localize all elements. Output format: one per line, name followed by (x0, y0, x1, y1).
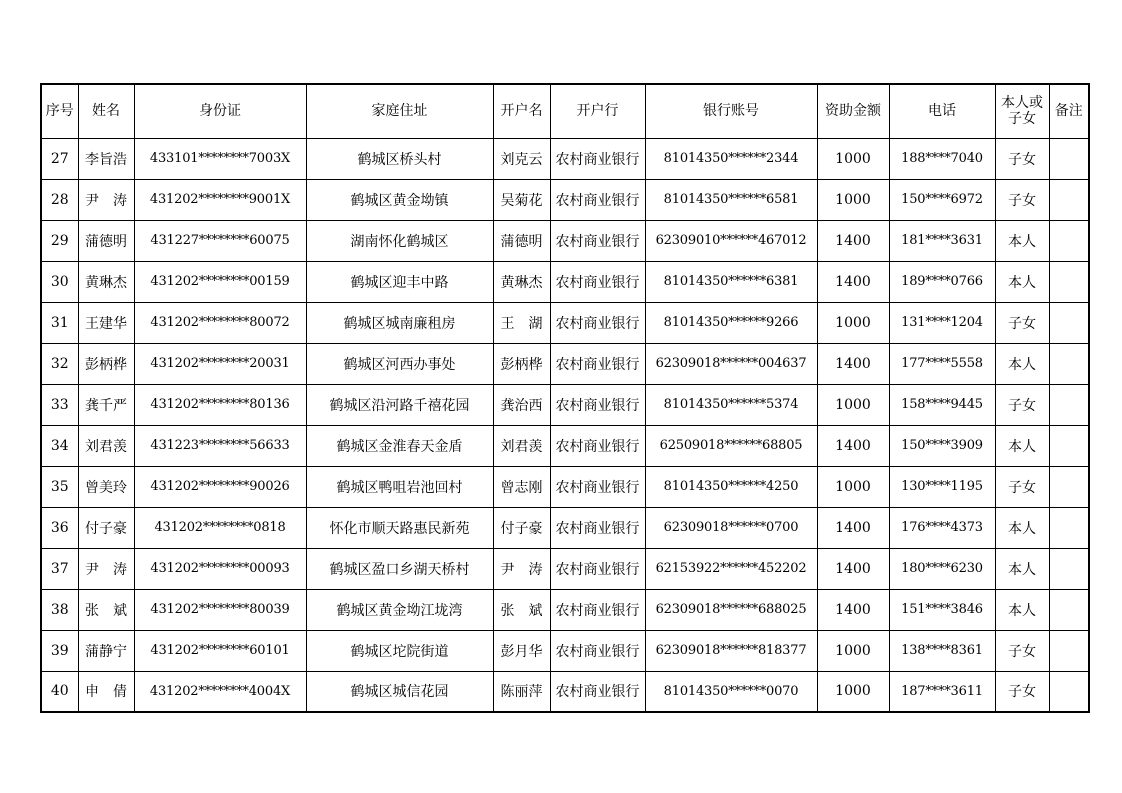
name-cell: 尹 涛 (78, 179, 134, 220)
address-cell: 鹤城区盈口乡湖天桥村 (306, 548, 493, 589)
remarks-cell (1049, 384, 1089, 425)
seq-cell: 29 (41, 220, 78, 261)
id-card-cell: 431202********00093 (134, 548, 306, 589)
account-name-cell: 刘克云 (493, 138, 550, 179)
table-row (41, 548, 1089, 589)
seq-cell: 30 (41, 261, 78, 302)
id-card-cell: 433101********7003X (134, 138, 306, 179)
address-cell: 鹤城区鸭咀岩池回村 (306, 466, 493, 507)
amount-cell: 1000 (817, 179, 889, 220)
name-cell: 黄琳杰 (78, 261, 134, 302)
name-cell: 蒲静宁 (78, 630, 134, 671)
seq-cell: 37 (41, 548, 78, 589)
address-cell: 鹤城区桥头村 (306, 138, 493, 179)
bank-cell: 农村商业银行 (550, 138, 645, 179)
remarks-cell (1049, 138, 1089, 179)
address-cell: 鹤城区沿河路千禧花园 (306, 384, 493, 425)
address-cell: 鹤城区城信花园 (306, 671, 493, 712)
phone-cell: 177****5558 (889, 343, 995, 384)
seq-cell: 40 (41, 671, 78, 712)
header-account-name: 开户名 (493, 84, 550, 138)
header-id-card: 身份证 (134, 84, 306, 138)
bank-cell: 农村商业银行 (550, 507, 645, 548)
account-number-cell: 62309018******818377 (645, 630, 817, 671)
bank-cell: 农村商业银行 (550, 671, 645, 712)
table-row (41, 589, 1089, 630)
name-cell: 龚千严 (78, 384, 134, 425)
remarks-cell (1049, 179, 1089, 220)
phone-cell: 150****3909 (889, 425, 995, 466)
phone-cell: 130****1195 (889, 466, 995, 507)
address-cell: 怀化市顺天路惠民新苑 (306, 507, 493, 548)
account-name-cell: 刘君羡 (493, 425, 550, 466)
name-cell: 刘君羡 (78, 425, 134, 466)
bank-cell: 农村商业银行 (550, 220, 645, 261)
bank-cell: 农村商业银行 (550, 179, 645, 220)
account-name-cell: 尹 涛 (493, 548, 550, 589)
account-number-cell: 81014350******6381 (645, 261, 817, 302)
seq-cell: 34 (41, 425, 78, 466)
id-card-cell: 431202********60101 (134, 630, 306, 671)
table-row (41, 138, 1089, 179)
remarks-cell (1049, 343, 1089, 384)
self-or-child-cell: 子女 (995, 671, 1049, 712)
id-card-cell: 431227********60075 (134, 220, 306, 261)
table-row (41, 466, 1089, 507)
seq-cell: 33 (41, 384, 78, 425)
seq-cell: 32 (41, 343, 78, 384)
header-amount: 资助金额 (817, 84, 889, 138)
self-or-child-cell: 子女 (995, 384, 1049, 425)
account-number-cell: 81014350******2344 (645, 138, 817, 179)
table-row (41, 425, 1089, 466)
phone-cell: 151****3846 (889, 589, 995, 630)
seq-cell: 35 (41, 466, 78, 507)
account-number-cell: 81014350******5374 (645, 384, 817, 425)
account-name-cell: 张 斌 (493, 589, 550, 630)
bank-cell: 农村商业银行 (550, 589, 645, 630)
seq-cell: 28 (41, 179, 78, 220)
id-card-cell: 431202********80072 (134, 302, 306, 343)
phone-cell: 176****4373 (889, 507, 995, 548)
self-or-child-cell: 本人 (995, 507, 1049, 548)
address-cell: 湖南怀化鹤城区 (306, 220, 493, 261)
account-name-cell: 龚治西 (493, 384, 550, 425)
name-cell: 尹 涛 (78, 548, 134, 589)
amount-cell: 1400 (817, 548, 889, 589)
self-or-child-cell: 子女 (995, 302, 1049, 343)
recipient-table (40, 83, 1090, 713)
self-or-child-cell: 本人 (995, 589, 1049, 630)
self-or-child-cell: 本人 (995, 425, 1049, 466)
phone-cell: 181****3631 (889, 220, 995, 261)
phone-cell: 138****8361 (889, 630, 995, 671)
phone-cell: 131****1204 (889, 302, 995, 343)
account-name-cell: 王 湖 (493, 302, 550, 343)
account-name-cell: 曾志刚 (493, 466, 550, 507)
address-cell: 鹤城区黄金坳镇 (306, 179, 493, 220)
account-number-cell: 81014350******6581 (645, 179, 817, 220)
self-or-child-cell: 子女 (995, 179, 1049, 220)
address-cell: 鹤城区金淮春天金盾 (306, 425, 493, 466)
address-cell: 鹤城区迎丰中路 (306, 261, 493, 302)
bank-cell: 农村商业银行 (550, 425, 645, 466)
seq-cell: 39 (41, 630, 78, 671)
amount-cell: 1400 (817, 507, 889, 548)
address-cell: 鹤城区黄金坳江垅湾 (306, 589, 493, 630)
seq-cell: 31 (41, 302, 78, 343)
phone-cell: 187****3611 (889, 671, 995, 712)
account-number-cell: 62153922******452202 (645, 548, 817, 589)
name-cell: 曾美玲 (78, 466, 134, 507)
table-row (41, 671, 1089, 712)
account-number-cell: 62309010******467012 (645, 220, 817, 261)
seq-cell: 36 (41, 507, 78, 548)
account-name-cell: 吴菊花 (493, 179, 550, 220)
address-cell: 鹤城区河西办事处 (306, 343, 493, 384)
account-number-cell: 62309018******0700 (645, 507, 817, 548)
name-cell: 付子豪 (78, 507, 134, 548)
account-name-cell: 蒲德明 (493, 220, 550, 261)
id-card-cell: 431202********80136 (134, 384, 306, 425)
id-card-cell: 431223********56633 (134, 425, 306, 466)
amount-cell: 1000 (817, 671, 889, 712)
table-row (41, 630, 1089, 671)
account-name-cell: 陈丽萍 (493, 671, 550, 712)
account-number-cell: 81014350******9266 (645, 302, 817, 343)
account-name-cell: 彭柄桦 (493, 343, 550, 384)
header-remarks: 备注 (1049, 84, 1089, 138)
account-name-cell: 付子豪 (493, 507, 550, 548)
remarks-cell (1049, 220, 1089, 261)
account-number-cell: 62509018******68805 (645, 425, 817, 466)
id-card-cell: 431202********00159 (134, 261, 306, 302)
amount-cell: 1400 (817, 589, 889, 630)
id-card-cell: 431202********0818 (134, 507, 306, 548)
phone-cell: 189****0766 (889, 261, 995, 302)
self-or-child-cell: 本人 (995, 343, 1049, 384)
remarks-cell (1049, 261, 1089, 302)
remarks-cell (1049, 507, 1089, 548)
id-card-cell: 431202********90026 (134, 466, 306, 507)
name-cell: 张 斌 (78, 589, 134, 630)
account-name-cell: 彭月华 (493, 630, 550, 671)
name-cell: 申 倩 (78, 671, 134, 712)
amount-cell: 1000 (817, 138, 889, 179)
remarks-cell (1049, 425, 1089, 466)
header-address: 家庭住址 (306, 84, 493, 138)
table-row (41, 261, 1089, 302)
amount-cell: 1400 (817, 261, 889, 302)
amount-cell: 1000 (817, 302, 889, 343)
header-bank: 开户行 (550, 84, 645, 138)
self-or-child-cell: 子女 (995, 466, 1049, 507)
amount-cell: 1000 (817, 466, 889, 507)
seq-cell: 27 (41, 138, 78, 179)
table-row (41, 343, 1089, 384)
account-name-cell: 黄琳杰 (493, 261, 550, 302)
amount-cell: 1400 (817, 425, 889, 466)
header-row (41, 84, 1089, 138)
bank-cell: 农村商业银行 (550, 384, 645, 425)
self-or-child-cell: 本人 (995, 220, 1049, 261)
name-cell: 王建华 (78, 302, 134, 343)
phone-cell: 188****7040 (889, 138, 995, 179)
remarks-cell (1049, 630, 1089, 671)
self-or-child-cell: 子女 (995, 630, 1049, 671)
account-number-cell: 81014350******0070 (645, 671, 817, 712)
remarks-cell (1049, 548, 1089, 589)
phone-cell: 150****6972 (889, 179, 995, 220)
id-card-cell: 431202********9001X (134, 179, 306, 220)
phone-cell: 180****6230 (889, 548, 995, 589)
self-or-child-cell: 本人 (995, 548, 1049, 589)
remarks-cell (1049, 589, 1089, 630)
self-or-child-cell: 子女 (995, 138, 1049, 179)
phone-cell: 158****9445 (889, 384, 995, 425)
remarks-cell (1049, 302, 1089, 343)
address-cell: 鹤城区坨院街道 (306, 630, 493, 671)
header-account-number: 银行账号 (645, 84, 817, 138)
bank-cell: 农村商业银行 (550, 548, 645, 589)
self-or-child-cell: 本人 (995, 261, 1049, 302)
account-number-cell: 62309018******688025 (645, 589, 817, 630)
name-cell: 彭柄桦 (78, 343, 134, 384)
amount-cell: 1400 (817, 220, 889, 261)
header-phone: 电话 (889, 84, 995, 138)
table-row (41, 302, 1089, 343)
remarks-cell (1049, 671, 1089, 712)
remarks-cell (1049, 466, 1089, 507)
amount-cell: 1000 (817, 384, 889, 425)
bank-cell: 农村商业银行 (550, 302, 645, 343)
id-card-cell: 431202********80039 (134, 589, 306, 630)
bank-cell: 农村商业银行 (550, 343, 645, 384)
bank-cell: 农村商业银行 (550, 466, 645, 507)
bank-cell: 农村商业银行 (550, 261, 645, 302)
seq-cell: 38 (41, 589, 78, 630)
amount-cell: 1400 (817, 343, 889, 384)
id-card-cell: 431202********20031 (134, 343, 306, 384)
name-cell: 李旨浩 (78, 138, 134, 179)
bank-cell: 农村商业银行 (550, 630, 645, 671)
name-cell: 蒲德明 (78, 220, 134, 261)
amount-cell: 1000 (817, 630, 889, 671)
table-row (41, 384, 1089, 425)
header-name: 姓名 (78, 84, 134, 138)
header-seq: 序号 (41, 84, 78, 138)
address-cell: 鹤城区城南廉租房 (306, 302, 493, 343)
account-number-cell: 81014350******4250 (645, 466, 817, 507)
account-number-cell: 62309018******004637 (645, 343, 817, 384)
table-row (41, 220, 1089, 261)
id-card-cell: 431202********4004X (134, 671, 306, 712)
table-row (41, 507, 1089, 548)
table-row (41, 179, 1089, 220)
header-self-or-child: 本人或子女 (995, 84, 1049, 138)
